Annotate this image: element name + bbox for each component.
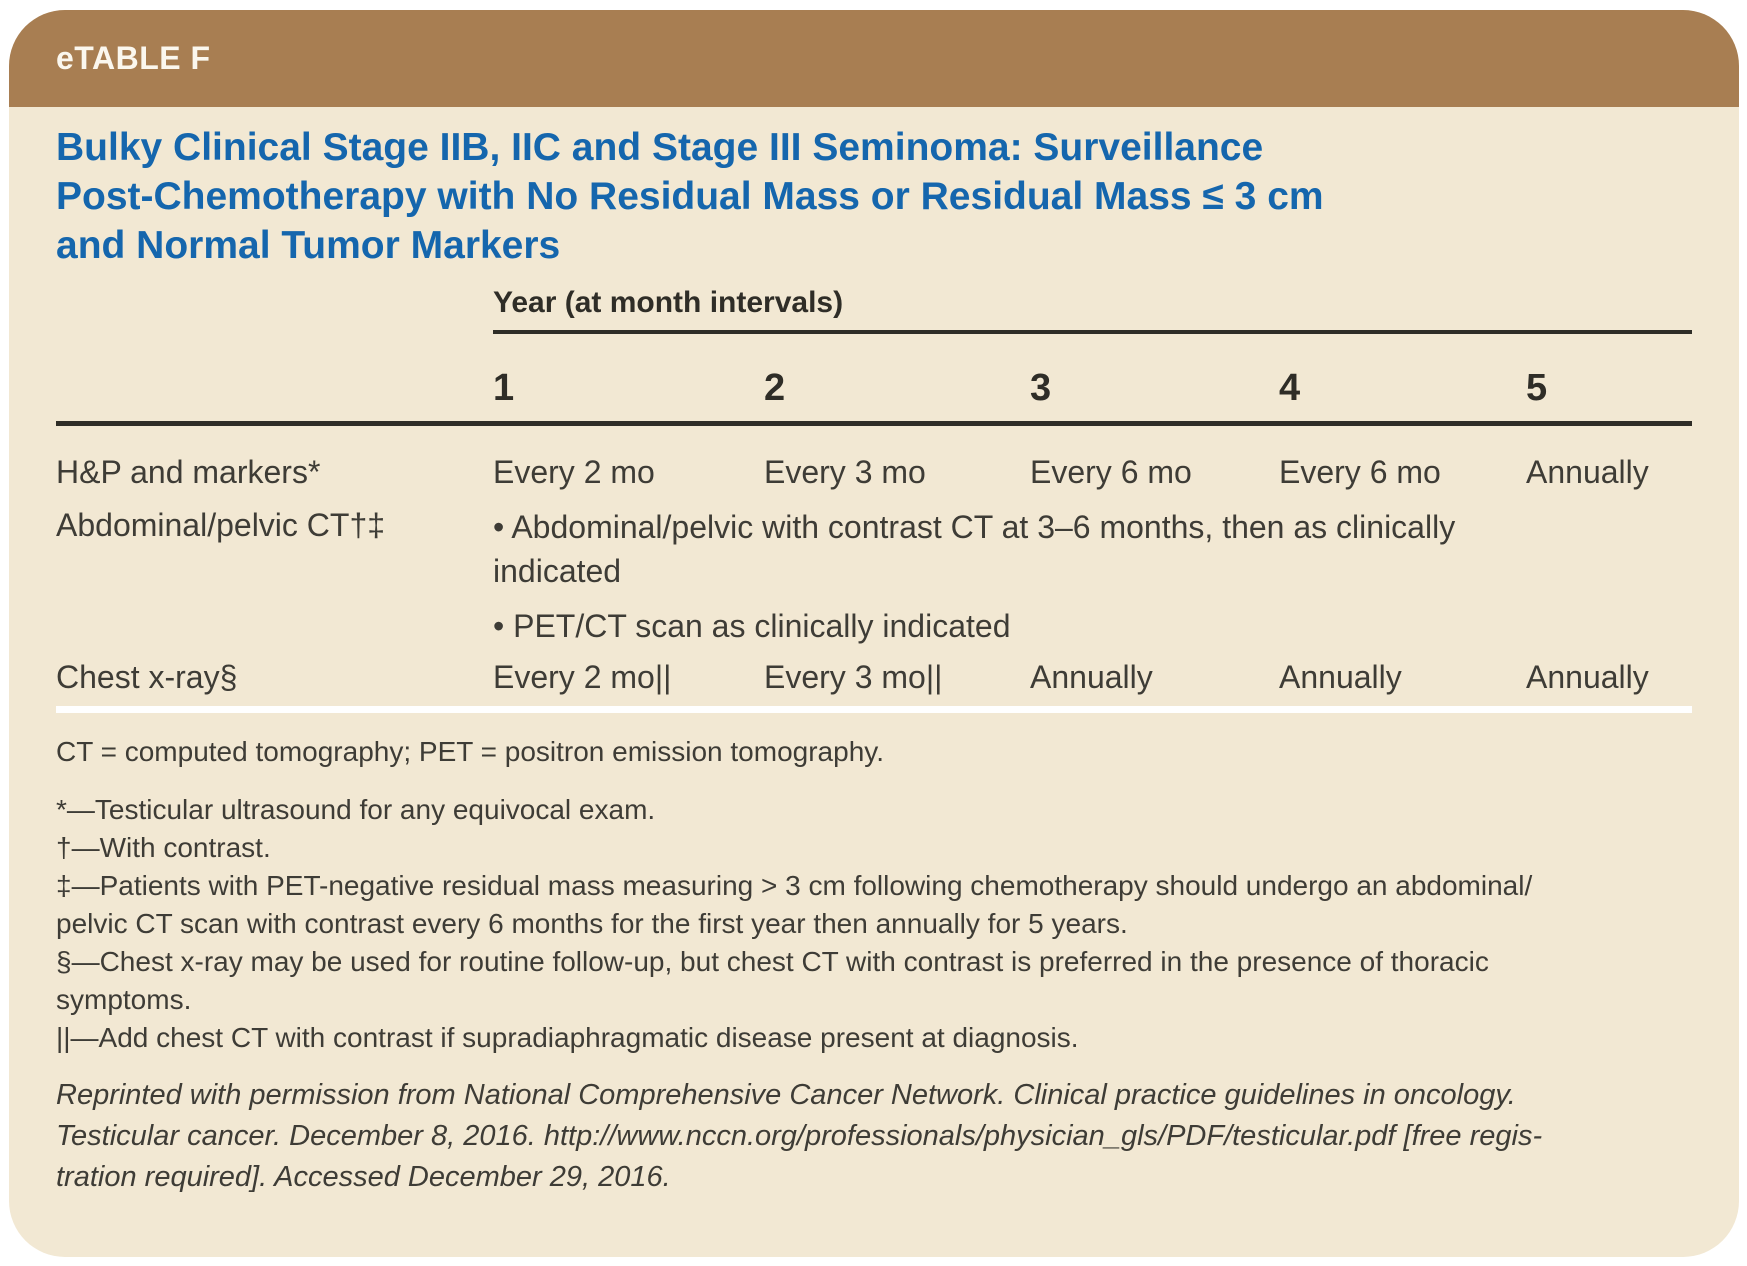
year-column-5: 5 — [1526, 367, 1548, 409]
row-value-year1: Every 2 mo — [493, 454, 655, 490]
year-column-1: 1 — [493, 367, 515, 409]
year-column-4: 4 — [1279, 367, 1301, 409]
row-value-year3: Annually — [1030, 659, 1153, 695]
row-value-year2: Every 3 mo|| — [764, 659, 943, 695]
table-bottom-rule — [56, 706, 1692, 713]
table-title — [56, 123, 1692, 270]
table-row-abdominal-ct — [56, 505, 1692, 648]
row-label: Abdominal/pelvic CT†‡ — [56, 507, 386, 543]
year-header: Year (at month intervals) — [493, 286, 844, 319]
bullet-item-abdominal — [493, 505, 1692, 593]
table-row-chest-xray — [56, 657, 1692, 697]
bullet-item-petct — [493, 604, 1692, 648]
bullet-line: • Abdominal/pelvic with contrast CT at 3–6 months, then as clinically — [493, 509, 1456, 545]
row-label: H&P and markers* — [56, 454, 321, 490]
year-columns-row — [493, 334, 1692, 421]
row-value-year1: Every 2 mo|| — [493, 659, 672, 695]
title-line-1: Bulky Clinical Stage IIB, IIC and Stage III Seminoma: Surveillance — [56, 126, 1264, 169]
row-value-year4: Every 6 mo — [1279, 454, 1441, 490]
footnote-double-dagger-cont: pelvic CT scan with contrast every 6 months for the first year then annually for 5 years. — [56, 908, 1128, 939]
citation-block — [56, 1075, 1692, 1198]
year-column-3: 3 — [1030, 367, 1052, 409]
abdominal-ct-notes — [493, 505, 1692, 648]
row-value-year5: Annually — [1526, 659, 1649, 695]
citation-line-1: Reprinted with permission from National Comprehensive Cancer Network. Clinical practice guidelines in oncology. — [56, 1079, 1516, 1111]
table-row-hp-markers — [56, 426, 1692, 492]
bullet-line: • PET/CT scan as clinically indicated — [493, 608, 1011, 644]
footnote-section-cont: symptoms. — [56, 984, 192, 1015]
title-line-3: and Normal Tumor Markers — [56, 224, 561, 267]
citation-line-3: tration required]. Accessed December 29, 2016. — [56, 1161, 671, 1193]
table-tag: eTABLE F — [56, 40, 211, 76]
card-header — [9, 10, 1739, 107]
card-body — [9, 107, 1739, 1198]
footnote-parallel: ||—Add chest CT with contrast if supradiaphragmatic disease present at diagnosis. — [56, 1022, 1079, 1053]
bullet-line: indicated — [493, 553, 622, 589]
abbreviation-note: CT = computed tomography; PET = positron emission tomography. — [56, 736, 884, 767]
etable-card — [9, 10, 1739, 1257]
footnote-dagger: †—With contrast. — [56, 832, 271, 863]
citation-line-2: Testicular cancer. December 8, 2016. http://www.nccn.org/professionals/physician_gls/PDF/testicular.pdf [free regis- — [56, 1120, 1543, 1152]
footnote-double-dagger: ‡—Patients with PET-negative residual mass measuring > 3 cm following chemotherapy should undergo an abdominal/ — [56, 870, 1533, 901]
year-column-2: 2 — [764, 367, 786, 409]
footnotes-block — [56, 791, 1692, 1057]
row-value-year3: Every 6 mo — [1030, 454, 1192, 490]
row-value-year2: Every 3 mo — [764, 454, 926, 490]
row-value-year4: Annually — [1279, 659, 1402, 695]
title-line-2: Post-Chemotherapy with No Residual Mass or Residual Mass ≤ 3 cm — [56, 175, 1324, 218]
row-label: Chest x-ray§ — [56, 659, 238, 695]
row-value-year5: Annually — [1526, 454, 1649, 490]
footnote-section: §—Chest x-ray may be used for routine follow-up, but chest CT with contrast is preferred in the presence of thoracic — [56, 946, 1489, 977]
surveillance-table — [56, 286, 1692, 713]
footnote-asterisk: *—Testicular ultrasound for any equivocal exam. — [56, 794, 656, 825]
